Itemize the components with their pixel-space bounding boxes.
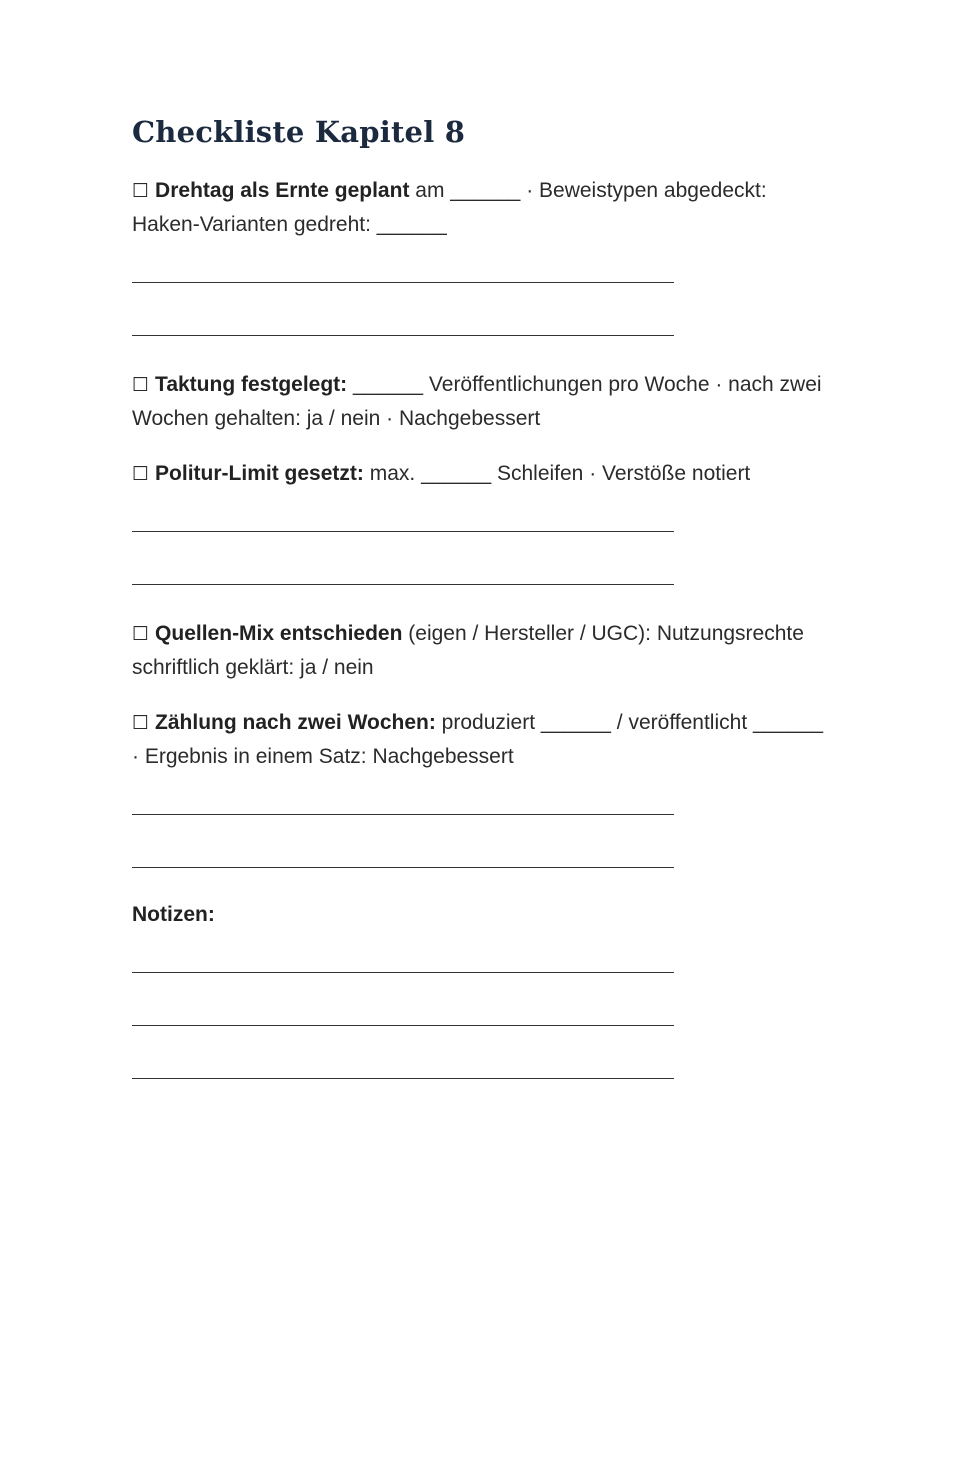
item-heading: Drehtag als Ernte geplant [155,179,410,202]
item-text: (eigen / Hersteller / UGC): Nutzungsrechte schriftlich geklärt: ja / nein [132,622,804,679]
item-heading: Zählung nach zwei Wochen: [155,711,436,734]
item-heading: Politur-Limit gesetzt: [155,462,364,485]
checklist-item-politur [132,457,832,491]
write-line[interactable] [132,867,674,868]
write-line[interactable] [132,531,674,532]
checklist-page [132,112,832,1079]
checkbox-icon[interactable]: ☐ [132,712,150,734]
item-text: ______ Veröffentlichungen pro Woche · nach zwei Wochen gehalten: ja / nein · Nachgebessert [132,373,822,430]
notes-label: Notizen: [132,903,215,926]
notes-line[interactable] [132,1025,674,1026]
write-line[interactable] [132,282,674,283]
write-line[interactable] [132,335,674,336]
item-text: am ______ · Beweistypen abgedeckt: Haken-Varianten gedreht: ______ [132,179,767,236]
notes-line[interactable] [132,972,674,973]
item-heading: Taktung festgelegt: [155,373,348,396]
checklist-item-taktung [132,368,832,436]
item-text: max. ______ Schleifen · Verstöße notiert [363,462,751,485]
write-line[interactable] [132,584,674,585]
item-text: produziert ______ / veröffentlicht ______ · Ergebnis in einem Satz: Nachgebessert [132,711,824,768]
notes-line[interactable] [132,1078,674,1079]
checkbox-icon[interactable]: ☐ [132,623,150,645]
checkbox-icon[interactable]: ☐ [132,463,150,485]
item-heading: Quellen-Mix entschieden [155,622,403,645]
checklist-item-zaehlung [132,706,832,774]
page-title: Checkliste Kapitel 8 [132,115,466,149]
checklist-item-quellen [132,617,832,685]
checklist-item-drehtag [132,174,832,242]
write-line[interactable] [132,814,674,815]
checkbox-icon[interactable]: ☐ [132,374,150,396]
checkbox-icon[interactable]: ☐ [132,180,150,202]
